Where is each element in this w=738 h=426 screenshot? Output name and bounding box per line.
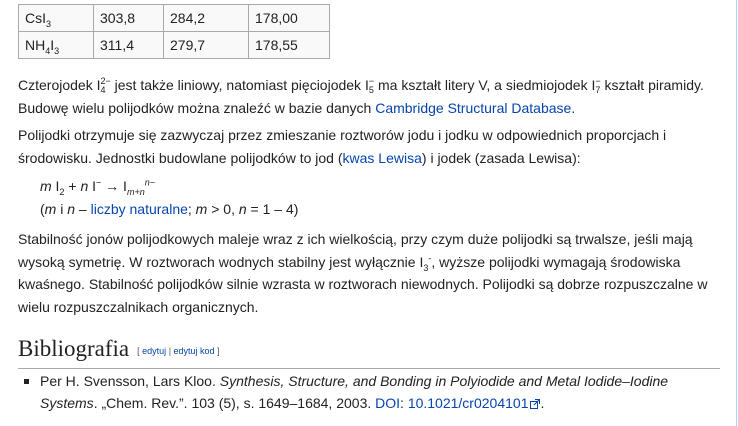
reaction-formula: m $I_2 + n$ $I^- \to I_{m+n}^{n-}$	[40, 177, 155, 197]
table-cell-formula: $NH_4I_3$	[19, 32, 94, 59]
edit-source-link[interactable]: edytuj kod	[173, 345, 215, 356]
link-liczby-naturalne[interactable]: liczby naturalne	[90, 201, 188, 217]
formula-conditions: (m i n – liczby naturalne; m > 0, n = 1 – 4)	[40, 201, 299, 217]
table-row	[19, 32, 330, 59]
doi-label-link[interactable]: DOI	[375, 395, 401, 411]
paragraph-preparation: Polijodki otrzymuje się zazwyczaj przez zmieszanie roztworów jodu i jodku w odpowiednich proporcjach i środowisku. Jednostki budowlane polijodków to jod (kwas Lewisa) i jodek (zasada Lewisa):	[18, 127, 667, 166]
link-cambridge-structural-database[interactable]: Cambridge Structural Database	[375, 99, 572, 116]
table-cell: 279,7	[164, 32, 249, 59]
list-item: Per H. Svensson, Lars Kloo. Synthesis, Structure, and Bonding in Polyiodide and Metal Iodide–Iodine Systems. „Chem. Rev.”. 103 (5), s. 1649–1684, 2003. DOI: 10.1021/cr0204101 .	[18, 370, 718, 414]
paragraph-structure: Czterojodek I2− 4 jest także liniowy, natomiast pięciojodek I− 5 ma kształt litery V, a siedmiojodek I− 7 kształt piramidy. Budowę wielu polijodków można znaleźć w bazie danych Cambridge Structural Database.	[18, 76, 704, 116]
edit-section-link[interactable]: edytuj	[142, 345, 167, 356]
paragraph-stability: Stabilność jonów polijodkowych maleje wraz z ich wielkością, przy czym duże polijodki są trwalsze, jeśli mają wysoką symetrię. W roztworach wodnych stabilny jest wyłącznie $I_3^-$, wyższe polijodki wymagają środowiska kwaśnego. Stabilność polijodków silnie wzrasta w roztworach niewodnych. Polijodki są dobrze rozpuszczalne w wielu rozpuszczalnikach organicznych.	[18, 231, 708, 315]
table-cell: 303,8	[94, 5, 164, 32]
table-cell: 178,55	[249, 32, 330, 59]
table-cell: 284,2	[164, 5, 249, 32]
polyiodide-table	[18, 4, 330, 59]
table-cell-formula: CsI$_3$	[19, 5, 94, 32]
bibliography-list	[18, 370, 718, 414]
table-cell: 311,4	[94, 32, 164, 59]
section-heading-bibliografia: Bibliografia [ edytuj | edytuj kod ]	[18, 332, 720, 369]
doi-link[interactable]: 10.1021/cr0204101	[407, 395, 529, 411]
link-kwas-lewisa[interactable]: kwas Lewisa	[342, 149, 422, 166]
bullet	[24, 379, 29, 384]
external-link-icon	[530, 399, 540, 409]
table-row	[19, 5, 330, 32]
table-cell: 178,00	[249, 5, 330, 32]
section-edit-links: [ edytuj | edytuj kod ]	[137, 345, 220, 356]
